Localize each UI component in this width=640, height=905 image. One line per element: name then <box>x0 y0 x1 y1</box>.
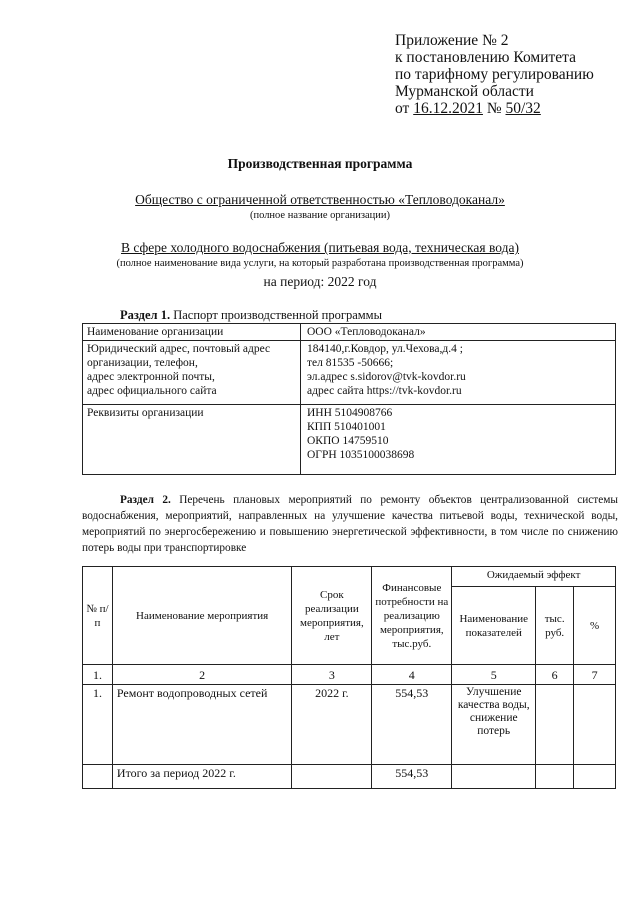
section2-text: Перечень плановых мероприятий по ремонту объектов централизованной системы водоснабжения, мероприятий, направленных на улучшение качества питьевой воды, технической воды, мероприятий по энергосбережению и повышению энергетической эффективности, в том числе по снижению потерь воды при транспортировке <box>82 494 618 554</box>
col-number: 6 <box>536 665 574 685</box>
header-finance: Финансовые потребности на реализацию мероприятия, тыс.руб. <box>372 567 452 665</box>
header-name: Наименование мероприятия <box>112 567 291 665</box>
passport-label-line: Юридический адрес, почтовый адрес <box>87 343 271 355</box>
total-label: Итого за период 2022 г. <box>112 765 291 789</box>
row-name: Ремонт водопроводных сетей <box>112 685 291 765</box>
table-row <box>83 685 616 765</box>
service-type: В сфере холодного водоснабжения (питьевая вода, техническая вода) <box>121 240 519 255</box>
header-percent: % <box>574 587 616 665</box>
passport-value-line: адрес сайта https://tvk-kovdor.ru <box>307 385 462 397</box>
passport-value-line: 184140,г.Ковдор, ул.Чехова,д.4 ; <box>307 343 463 355</box>
service-type-caption: (полное наименование вида услуги, на который разработана производственная программа) <box>116 258 524 269</box>
passport-row <box>83 405 616 475</box>
passport-label-line: организации, телефон, <box>87 357 198 369</box>
section1-title: Паспорт производственной программы <box>173 308 382 322</box>
passport-row <box>83 324 616 341</box>
row-thousand <box>536 685 574 765</box>
passport-value-line: ИНН 5104908766 <box>307 407 393 419</box>
appendix-block <box>395 32 625 117</box>
col-number: 7 <box>574 665 616 685</box>
passport-value-line: КПП 510401001 <box>307 421 386 433</box>
passport-label-line: Реквизиты организации <box>87 407 204 419</box>
total-finance: 554,53 <box>372 765 452 789</box>
passport-label-line: адрес официального сайта <box>87 385 217 397</box>
passport-value-line: ООО «Тепловодоканал» <box>307 326 426 338</box>
passport-value-line: ОГРН 1035100038698 <box>307 449 415 461</box>
passport-label-line: Наименование организации <box>87 326 224 338</box>
document-title: Производственная программа <box>227 156 413 171</box>
appendix-line: по тарифному регулированию <box>395 66 594 83</box>
passport-value <box>301 405 616 475</box>
organization-name: Общество с ограниченной ответственностью «Тепловодоканал» <box>135 192 505 207</box>
appendix-line: Приложение № 2 <box>395 32 509 49</box>
measures-table <box>82 566 616 789</box>
section2-paragraph <box>82 492 618 556</box>
passport-row <box>83 341 616 405</box>
appendix-number-sign: № <box>486 100 502 117</box>
passport-value <box>301 324 616 341</box>
appendix-date-prefix: от <box>395 100 410 117</box>
total-row <box>83 765 616 789</box>
col-number: 5 <box>452 665 536 685</box>
passport-label <box>83 405 301 475</box>
passport-label <box>83 324 301 341</box>
header-thousand: тыс. руб. <box>536 587 574 665</box>
row-num: 1. <box>83 685 113 765</box>
appendix-date-line <box>395 100 625 117</box>
appendix-date: 16.12.2021 <box>413 100 483 117</box>
program-period: на период: 2022 год <box>263 274 377 289</box>
col-number: 2 <box>112 665 291 685</box>
col-number: 1. <box>83 665 113 685</box>
header-term: Срок реализации мероприятия, лет <box>292 567 372 665</box>
row-indicator: Улучшение качества воды, снижение потерь <box>452 685 536 765</box>
appendix-line: к постановлению Комитета <box>395 49 576 66</box>
section1-label: Раздел 1. <box>120 308 171 322</box>
passport-label <box>83 341 301 405</box>
section1-heading <box>120 308 382 323</box>
header-num: № п/п <box>83 567 113 665</box>
row-finance: 554,53 <box>372 685 452 765</box>
col-number: 3 <box>292 665 372 685</box>
passport-table <box>82 323 616 475</box>
appendix-number: 50/32 <box>505 100 541 117</box>
passport-value-line: тел 81535 -50666; <box>307 357 394 369</box>
header-effect: Ожидаемый эффект <box>452 567 616 587</box>
appendix-line: Мурманской области <box>395 83 534 100</box>
col-number: 4 <box>372 665 452 685</box>
row-percent <box>574 685 616 765</box>
row-term: 2022 г. <box>292 685 372 765</box>
passport-label-line: адрес электронной почты, <box>87 371 215 383</box>
section2-label: Раздел 2. <box>120 494 171 506</box>
header-indicator: Наименование показателей <box>452 587 536 665</box>
organization-name-caption: (полное название организации) <box>249 210 391 221</box>
passport-value-line: ОКПО 14759510 <box>307 435 389 447</box>
passport-value <box>301 341 616 405</box>
passport-value-line: эл.адрес s.sidorov@tvk-kovdor.ru <box>307 371 466 383</box>
